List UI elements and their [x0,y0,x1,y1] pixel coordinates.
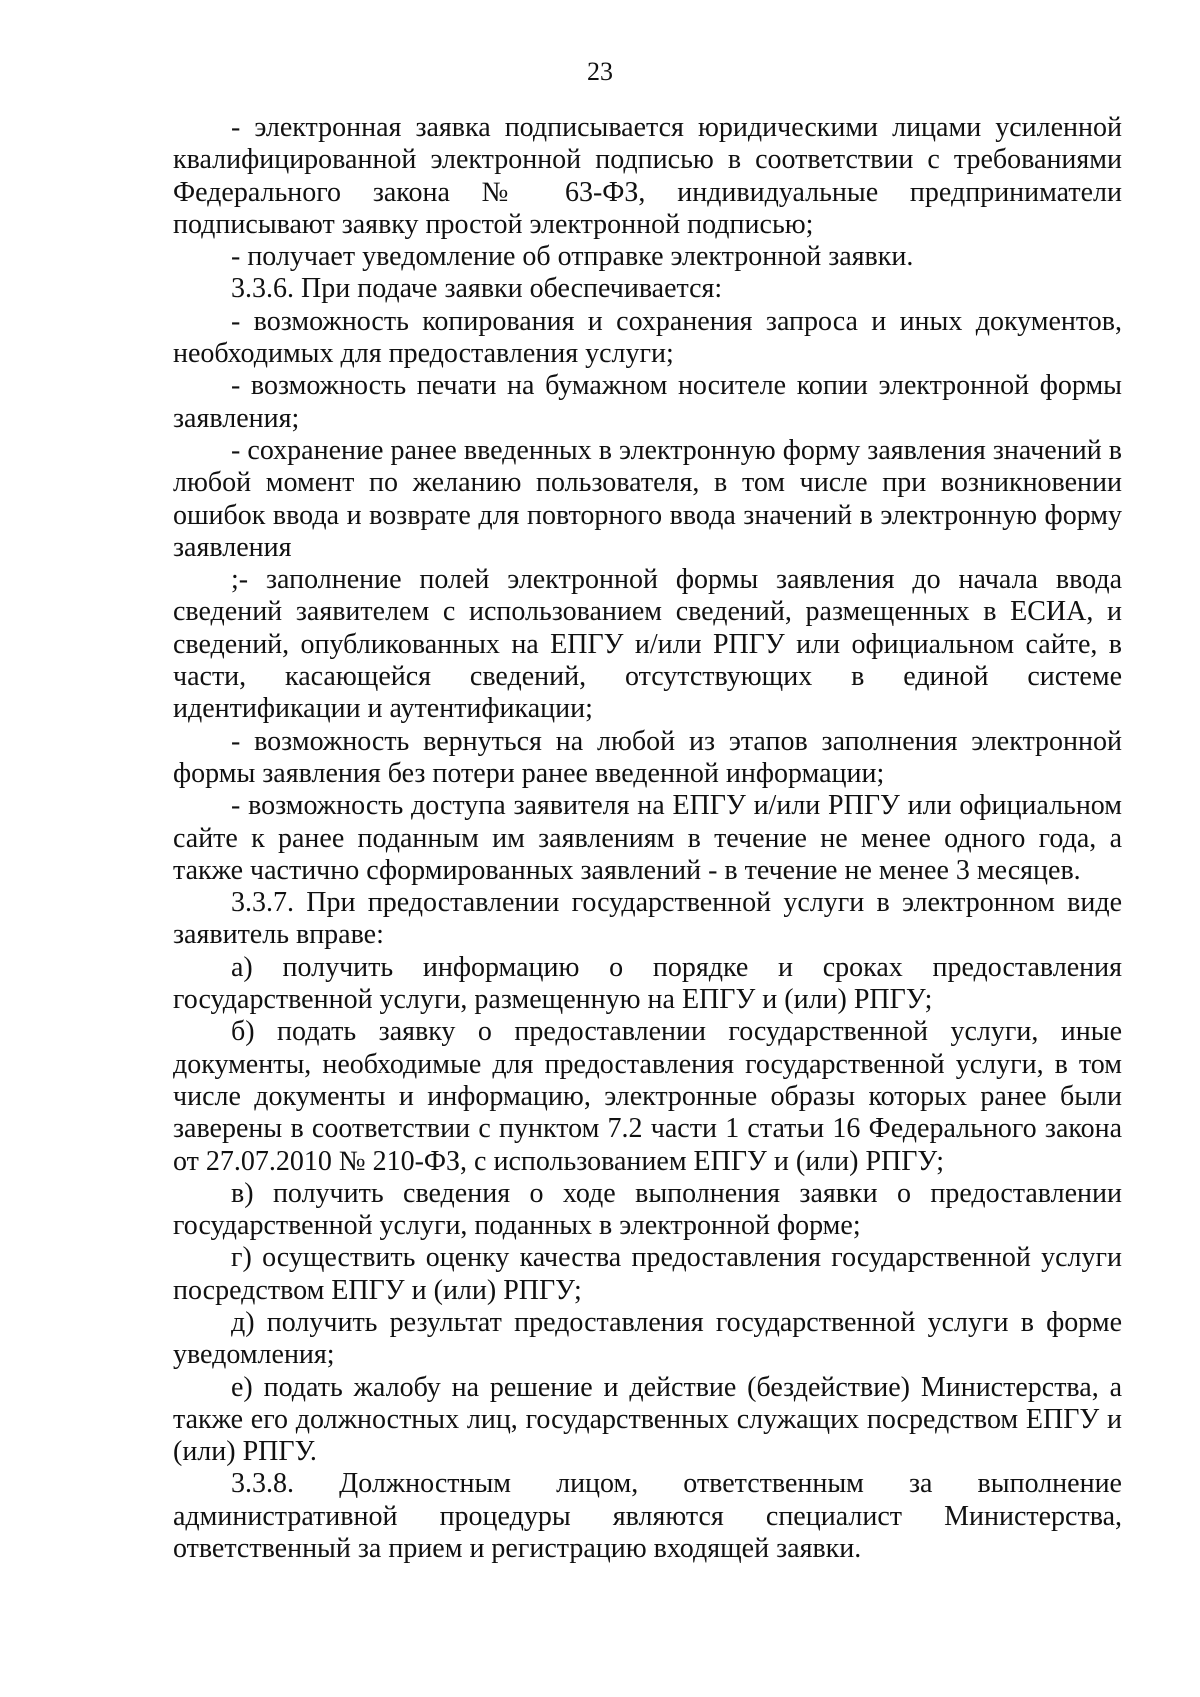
paragraph-11: а) получить информацию о порядке и сроках предоставления государственной услуги, размещенную на ЕПГУ и (или) РПГУ; [173,951,1122,1016]
paragraph-16: е) подать жалобу на решение и действие (бездействие) Министерства, а также его должностных лиц, государственных служащих посредством ЕПГУ и (или) РПГУ. [173,1371,1122,1468]
paragraph-17: 3.3.8. Должностным лицом, ответственным за выполнение административной процедуры являются специалист Министерства, ответственный за прием и регистрацию входящей заявки. [173,1468,1122,1565]
paragraph-3: 3.3.6. При подаче заявки обеспечивается: [231,273,723,305]
paragraph-14: г) осуществить оценку качества предоставления государственной услуги посредством ЕПГУ и (или) РПГУ; [173,1242,1122,1306]
paragraph-8: - возможность вернуться на любой из этапов заполнения электронной формы заявления без потери ранее введенной информации; [173,725,1122,789]
paragraph-5: - возможность печати на бумажном носителе копии электронной формы заявления; [173,370,1122,434]
paragraph-6: - сохранение ранее введенных в электронную форму заявления значений в любой момент по желанию пользователя, в том числе при возникновении ошибок ввода и возврате для повторного ввода значений в электронную форму заявления [173,434,1122,563]
paragraph-7: ;- заполнение полей электронной формы заявления до начала ввода сведений заявителем с использованием сведений, размещенных в ЕСИА, и сведений, опубликованных на ЕПГУ и/или РПГУ или официальном сайте, в части, касающейся сведений, отсутствующих в единой системе идентификации и аутентификации; [173,564,1122,725]
paragraph-4: - возможность копирования и сохранения запроса и иных документов, необходимых для предоставления услуги; [173,305,1122,370]
page-number: 23 [587,57,613,86]
paragraph-2: - получает уведомление об отправке электронной заявки. [231,241,914,273]
paragraph-1: - электронная заявка подписывается юридическими лицами усиленной квалифицированной электронной подписью в соответствии с требованиями Федерального закона № 63-ФЗ, индивидуальные предприниматели подписывают заявку простой электронной подписью; [173,112,1122,240]
paragraph-12: б) подать заявку о предоставлении государственной услуги, иные документы, необходимые для предоставления государственной услуги, в том числе документы и информацию, электронные образы которых ранее были заверены в соответствии с пунктом 7.2 части 1 статьи 16 Федерального закона от 27.07.2010 № 210-ФЗ, с использованием ЕПГУ и (или) РПГУ; [173,1016,1122,1177]
document-body [173,112,1122,1565]
paragraph-13: в) получить сведения о ходе выполнения заявки о предоставлении государственной услуги, поданных в электронной форме; [173,1177,1122,1242]
paragraph-10: 3.3.7. При предоставлении государственной услуги в электронном виде заявитель вправе: [173,887,1122,951]
paragraph-15: д) получить результат предоставления государственной услуги в форме уведомления; [173,1306,1122,1371]
paragraph-9: - возможность доступа заявителя на ЕПГУ и/или РПГУ или официальном сайте к ранее поданным им заявлениям в течение не менее одного года, а также частично сформированных заявлений - в течение не менее 3 месяцев. [173,790,1122,886]
